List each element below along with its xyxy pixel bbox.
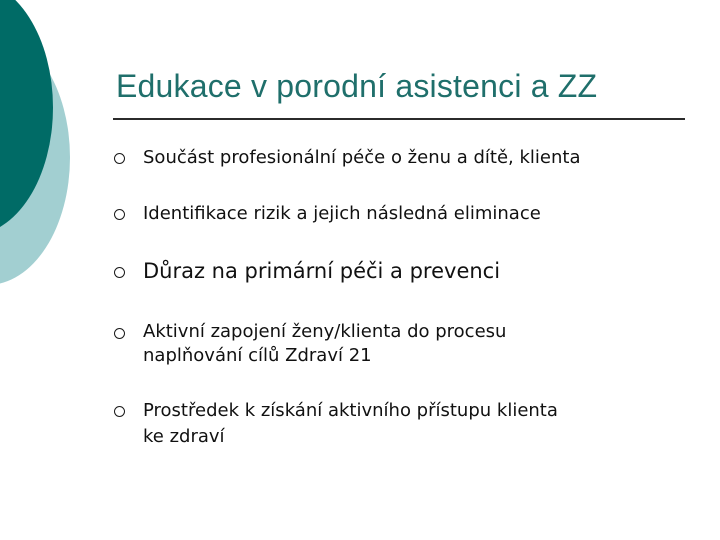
bullet-circle-icon bbox=[114, 406, 125, 417]
bullet-text: Prostředek k získání aktivního přístupu klienta ke zdraví bbox=[143, 400, 558, 447]
bullet-text: Aktivní zapojení ženy/klienta do procesu naplňování cílů Zdraví 21 bbox=[143, 321, 507, 366]
bullet-circle-icon bbox=[114, 209, 125, 220]
bullet-circle-icon bbox=[114, 328, 125, 339]
bullet-text: Důraz na primární péči a prevenci bbox=[143, 259, 501, 283]
slide-title: Edukace v porodní asistenci a ZZ bbox=[116, 68, 598, 104]
bullet-text: Identifikace rizik a jejich následná eliminace bbox=[143, 203, 541, 224]
title-underline bbox=[113, 118, 685, 120]
bullet-circle-icon bbox=[114, 267, 125, 278]
bullet-circle-icon bbox=[114, 153, 125, 164]
bullet-text: Součást profesionální péče o ženu a dítě, klienta bbox=[143, 147, 581, 168]
